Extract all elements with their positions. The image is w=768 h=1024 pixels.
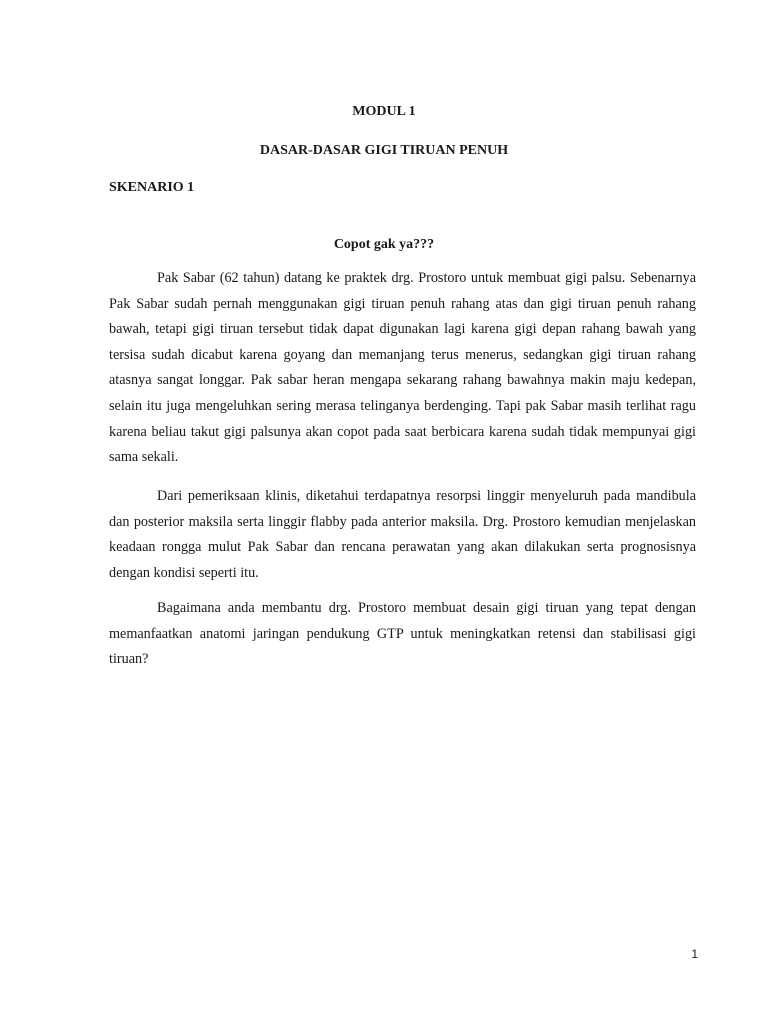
scenario-title: Copot gak ya???	[333, 237, 435, 252]
paragraph-3: Bagaimana anda membantu drg. Prostoro membuat desain gigi tiruan yang tepat dengan memanfaatkan anatomi jaringan pendukung GTP untuk meningkatkan retensi dan stabilisasi gigi tiruan?	[109, 600, 696, 668]
paragraph-2: Dari pemeriksaan klinis, diketahui terdapatnya resorpsi linggir menyeluruh pada mandibula dan posterior maksila serta linggir flabby pada anterior maksila. Drg. Prostoro kemudian menjelaskan keadaan rongga mulut Pak Sabar dan rencana perawatan yang akan dilakukan serta prognosisnya dengan kondisi seperti itu.	[109, 488, 696, 581]
page-number: 1	[691, 947, 698, 961]
paragraph-1: Pak Sabar (62 tahun) datang ke praktek drg. Prostoro untuk membuat gigi palsu. Sebenarnya Pak Sabar sudah pernah menggunakan gigi tiruan penuh rahang atas dan gigi tiruan penuh rahang bawah, tetapi gigi tiruan tersebut tidak dapat digunakan lagi karena gigi depan rahang bawah yang tersisa sudah dicabut karena goyang dan memanjang terus menerus, sedangkan gigi tiruan rahang atasnya sangat longgar. Pak sabar heran mengapa sekarang rahang bawahnya makin maju kedepan, selain itu juga mengeluhkan sering merasa telinganya berdenging. Tapi pak Sabar masih terlihat ragu karena beliau takut gigi palsunya akan copot pada saat berbicara karena sudah tidak mempunyai gigi sama sekali.	[109, 270, 696, 466]
module-subtitle: DASAR-DASAR GIGI TIRUAN PENUH	[259, 143, 509, 158]
module-title: MODUL 1	[352, 104, 416, 119]
scenario-label: SKENARIO 1	[109, 180, 195, 195]
